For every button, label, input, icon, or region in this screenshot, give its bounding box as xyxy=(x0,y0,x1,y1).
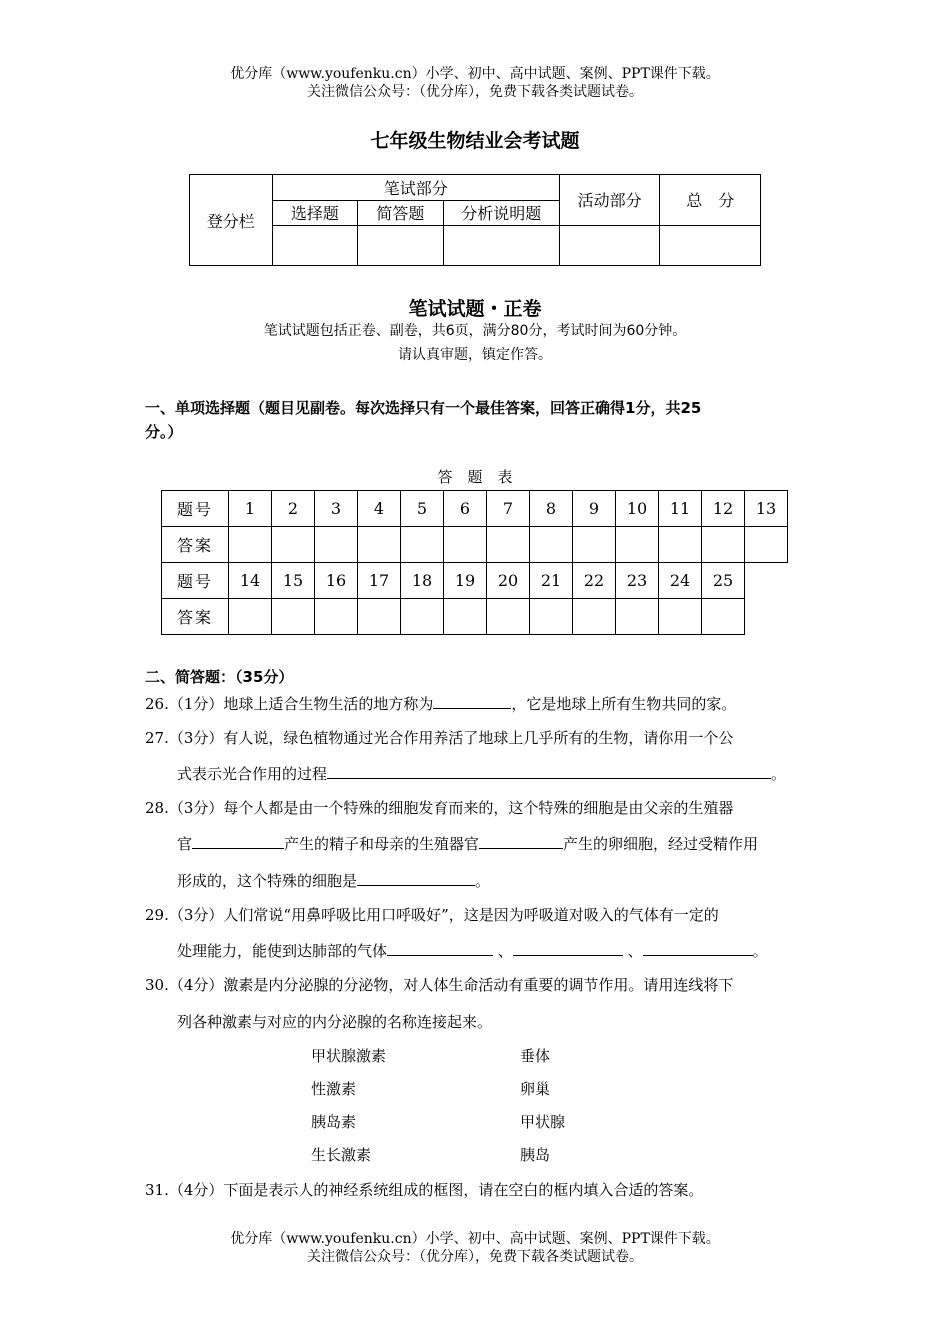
q28-text-c: 产生的精子和母亲的生殖器官 xyxy=(284,835,480,853)
question-number: 11 xyxy=(659,491,702,527)
q28-blank-3[interactable] xyxy=(357,871,475,886)
section2-heading: 二、简答题：（35分） xyxy=(145,668,294,686)
answer-cell[interactable] xyxy=(659,599,702,635)
gland-item[interactable]: 甲状腺 xyxy=(520,1113,566,1131)
activity-header: 活动部分 xyxy=(559,175,659,226)
q26-text-b: ，它是地球上所有生物共同的家。 xyxy=(511,695,737,713)
answer-cell[interactable] xyxy=(616,599,659,635)
question-number-label: 题号 xyxy=(162,491,229,527)
answer-cell[interactable] xyxy=(659,527,702,563)
hormone-item[interactable]: 胰岛素 xyxy=(311,1113,357,1131)
q29-blank-1[interactable] xyxy=(387,941,493,956)
q29-line-2 xyxy=(177,940,768,961)
answer-label: 答案 xyxy=(162,599,229,635)
answer-cell[interactable] xyxy=(745,527,788,563)
q26-blank[interactable] xyxy=(433,694,511,709)
q27-text-b: 式表示光合作用的过程 xyxy=(177,765,328,783)
answer-cell[interactable] xyxy=(573,599,616,635)
answer-table xyxy=(161,490,788,635)
question-number: 22 xyxy=(573,563,616,599)
question-number: 17 xyxy=(358,563,401,599)
q28-text-d: 产生的卵细胞，经过受精作用 xyxy=(563,835,759,853)
answer-cell[interactable] xyxy=(702,527,745,563)
q27-line-1: 27.（3分）有人说，绿色植物通过光合作用养活了地球上几乎所有的生物，请你用一个公 xyxy=(145,729,734,747)
question-number: 8 xyxy=(530,491,573,527)
question-number: 10 xyxy=(616,491,659,527)
question-number: 18 xyxy=(401,563,444,599)
choice-score-cell[interactable] xyxy=(272,225,358,265)
q30-line-1: 30.（4分）激素是内分泌腺的分泌物，对人体生命活动有重要的调节作用。请用连线将下 xyxy=(145,976,734,994)
q29-blank-3[interactable] xyxy=(643,941,753,956)
exam-note-1: 笔试试题包括正卷、副卷，共6页，满分80分，考试时间为60分钟。 xyxy=(263,323,687,339)
q30-line-2: 列各种激素与对应的内分泌腺的名称连接起来。 xyxy=(177,1013,493,1031)
header-line-2: 关注微信公众号：（优分库），免费下载各类试题试卷。 xyxy=(307,84,643,100)
header-line-1: 优分库（www.youfenku.cn）小学、初中、高中试题、案例、PPT课件下载。 xyxy=(230,66,720,82)
answer-cell[interactable] xyxy=(487,527,530,563)
hormone-item[interactable]: 生长激素 xyxy=(311,1146,372,1164)
answer-table-caption: 答 题 表 xyxy=(437,468,513,486)
activity-score-cell[interactable] xyxy=(559,225,659,265)
analysis-col-header: 分析说明题 xyxy=(443,201,559,225)
exam-note-2: 请认真审题，镇定作答。 xyxy=(398,347,552,363)
q28-text-f: 。 xyxy=(475,872,491,890)
answer-cell[interactable] xyxy=(573,527,616,563)
answer-cell[interactable] xyxy=(616,527,659,563)
empty-cell xyxy=(745,599,788,635)
answer-cell[interactable] xyxy=(401,599,444,635)
q26-text-a: 26.（1分）地球上适合生物生活的地方称为 xyxy=(145,695,434,713)
q28-line-3 xyxy=(177,870,490,891)
question-number: 12 xyxy=(702,491,745,527)
short-answer-score-cell[interactable] xyxy=(358,225,444,265)
score-table xyxy=(189,174,761,266)
written-section-header: 笔试部分 xyxy=(272,175,559,201)
q29-blank-2[interactable] xyxy=(513,941,623,956)
question-26 xyxy=(145,693,736,714)
section1-heading-1: 一、单项选择题（题目见副卷。每次选择只有一个最佳答案，回答正确得1分，共25 xyxy=(145,399,702,417)
gland-item[interactable]: 垂体 xyxy=(520,1047,551,1065)
q27-text-c: 。 xyxy=(771,765,787,783)
question-number: 7 xyxy=(487,491,530,527)
analysis-score-cell[interactable] xyxy=(443,225,559,265)
answer-cell[interactable] xyxy=(229,599,272,635)
question-number: 4 xyxy=(358,491,401,527)
question-number: 1 xyxy=(229,491,272,527)
answer-cell[interactable] xyxy=(358,599,401,635)
question-number: 9 xyxy=(573,491,616,527)
answer-cell[interactable] xyxy=(272,599,315,635)
q28-line-1: 28.（3分）每个人都是由一个特殊的细胞发育而来的，这个特殊的细胞是由父亲的生殖器 xyxy=(145,799,734,817)
answer-cell[interactable] xyxy=(401,527,444,563)
q29-sep-2: 、 xyxy=(627,942,643,960)
total-header: 总 分 xyxy=(660,175,761,226)
answer-cell[interactable] xyxy=(444,599,487,635)
question-number: 6 xyxy=(444,491,487,527)
gland-item[interactable]: 胰岛 xyxy=(520,1146,551,1164)
short-answer-col-header: 简答题 xyxy=(358,201,444,225)
question-number: 19 xyxy=(444,563,487,599)
question-number: 24 xyxy=(659,563,702,599)
question-number: 16 xyxy=(315,563,358,599)
q29-line-1: 29.（3分）人们常说“用鼻呼吸比用口呼吸好”，这是因为呼吸道对吸入的气体有一定的 xyxy=(145,906,719,924)
page-title: 七年级生物结业会考试题 xyxy=(370,130,580,152)
q28-line-2 xyxy=(177,833,758,854)
choice-col-header: 选择题 xyxy=(272,201,358,225)
q28-text-e: 形成的，这个特殊的细胞是 xyxy=(177,872,358,890)
q29-end: 。 xyxy=(752,942,768,960)
question-number: 20 xyxy=(487,563,530,599)
gland-item[interactable]: 卵巢 xyxy=(520,1080,551,1098)
question-number: 21 xyxy=(530,563,573,599)
question-number: 15 xyxy=(272,563,315,599)
total-score-cell[interactable] xyxy=(660,225,761,265)
score-row-label: 登分栏 xyxy=(190,175,273,266)
question-number: 2 xyxy=(272,491,315,527)
question-number: 23 xyxy=(616,563,659,599)
q31-line-1: 31.（4分）下面是表示人的神经系统组成的框图，请在空白的框内填入合适的答案。 xyxy=(145,1181,704,1199)
question-number: 25 xyxy=(702,563,745,599)
empty-cell xyxy=(745,563,788,599)
q28-text-b: 官 xyxy=(177,835,193,853)
q29-sep-1: 、 xyxy=(497,942,513,960)
hormone-item[interactable]: 性激素 xyxy=(311,1080,357,1098)
answer-cell[interactable] xyxy=(358,527,401,563)
question-number: 13 xyxy=(745,491,788,527)
section1-heading-2: 分。） xyxy=(145,423,183,441)
exam-title: 笔试试题・正卷 xyxy=(408,298,542,320)
question-number-label: 题号 xyxy=(162,563,229,599)
q28-blank-1[interactable] xyxy=(192,834,284,849)
answer-cell[interactable] xyxy=(444,527,487,563)
q27-line-2 xyxy=(177,763,786,784)
question-number: 14 xyxy=(229,563,272,599)
answer-cell[interactable] xyxy=(530,599,573,635)
answer-cell[interactable] xyxy=(315,527,358,563)
q28-blank-2[interactable] xyxy=(479,834,563,849)
answer-cell[interactable] xyxy=(272,527,315,563)
q29-text-b: 处理能力，能使到达肺部的气体 xyxy=(177,942,388,960)
answer-cell[interactable] xyxy=(702,599,745,635)
answer-cell[interactable] xyxy=(530,527,573,563)
footer-line-2: 关注微信公众号：（优分库），免费下载各类试题试卷。 xyxy=(307,1249,643,1265)
footer-line-1: 优分库（www.youfenku.cn）小学、初中、高中试题、案例、PPT课件下载。 xyxy=(230,1231,720,1247)
answer-cell[interactable] xyxy=(229,527,272,563)
q27-blank[interactable] xyxy=(327,764,771,779)
answer-label: 答案 xyxy=(162,527,229,563)
answer-cell[interactable] xyxy=(315,599,358,635)
question-number: 5 xyxy=(401,491,444,527)
hormone-item[interactable]: 甲状腺激素 xyxy=(311,1047,387,1065)
answer-cell[interactable] xyxy=(487,599,530,635)
question-number: 3 xyxy=(315,491,358,527)
